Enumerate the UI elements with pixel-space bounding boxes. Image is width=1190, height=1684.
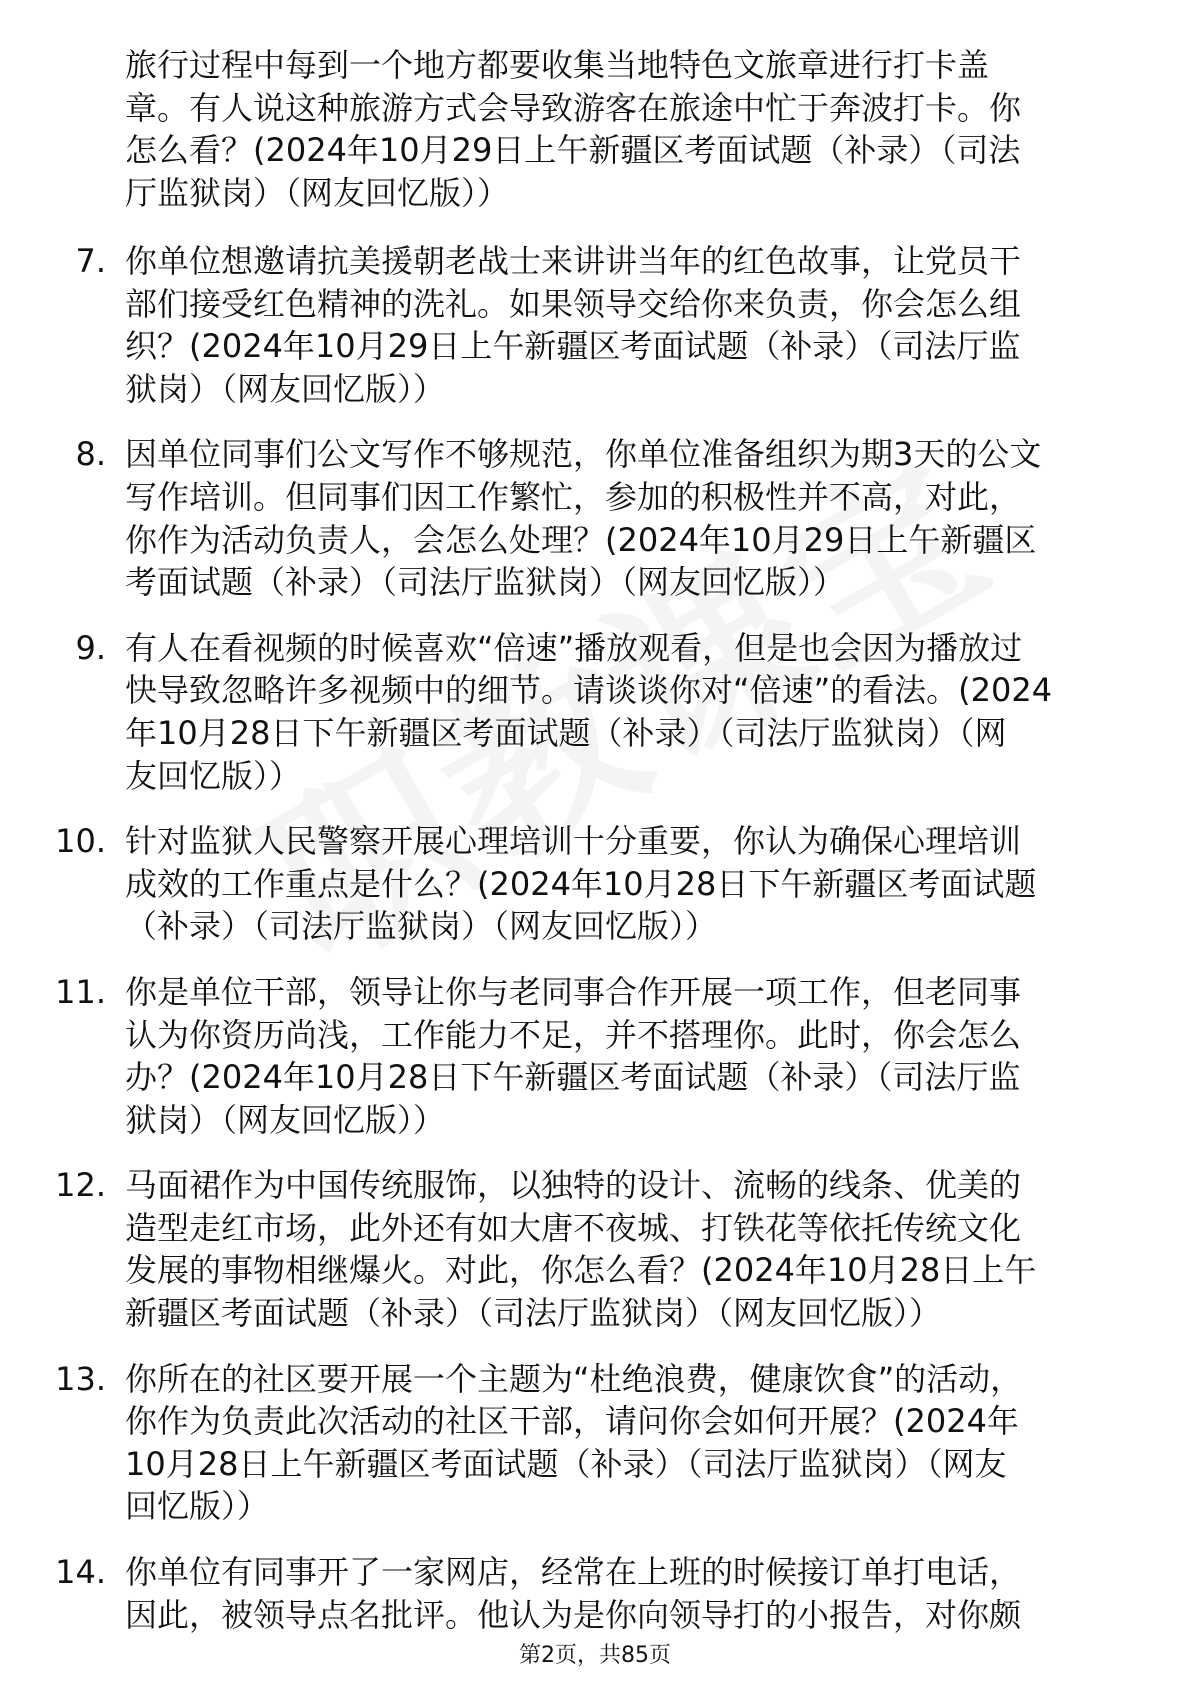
text-line: 10月28日上午新疆区考面试题（补录）（司法厅监狱岗）（网友	[125, 1444, 1007, 1483]
question-item-13	[0, 1358, 1190, 1528]
continued-question-text	[125, 44, 1110, 214]
text-line: 快导致忽略许多视频中的细节。请谈谈你对“倍速”的看法。(2024	[125, 671, 1053, 710]
text-line: 办？(2024年10月28日下午新疆区考面试题（补录）（司法厅监	[125, 1058, 1021, 1097]
text-line: 织？(2024年10月29日上午新疆区考面试题（补录）（司法厅监	[125, 327, 1021, 366]
text-line: 考面试题（补录）（司法厅监狱岗）（网友回忆版））	[125, 563, 846, 602]
text-line: 你是单位干部，领导让你与老同事合作开展一项工作，但老同事	[125, 972, 1022, 1011]
question-item-12	[0, 1164, 1190, 1334]
question-text	[125, 1358, 1110, 1528]
question-item-8	[0, 433, 1190, 603]
text-line: 针对监狱人民警察开展心理培训十分重要，你认为确保心理培训	[125, 822, 1022, 861]
text-line: 发展的事物相继爆火。对此，你怎么看？(2024年10月28日上午	[125, 1251, 1037, 1290]
question-number: 13.	[55, 1359, 106, 1398]
text-line: 你所在的社区要开展一个主题为“杜绝浪费，健康饮食”的活动，	[125, 1359, 1023, 1398]
text-line: 马面裙作为中国传统服饰，以独特的设计、流畅的线条、优美的	[125, 1166, 1022, 1205]
text-line: 认为你资历尚浅，工作能力不足，并不搭理你。此时，你会怎么	[125, 1015, 1022, 1054]
question-text	[125, 433, 1110, 603]
text-line: 回忆版））	[125, 1487, 270, 1526]
text-line: 你单位想邀请抗美援朝老战士来讲讲当年的红色故事，让党员干	[125, 242, 1022, 280]
text-line: 新疆区考面试题（补录）（司法厅监狱岗）（网友回忆版））	[125, 1294, 942, 1333]
question-text	[125, 971, 1110, 1141]
text-line: 你单位有同事开了一家网店，经常在上班的时候接订单打电话，	[125, 1553, 1022, 1592]
question-number: 11.	[55, 972, 106, 1011]
question-text	[125, 627, 1110, 797]
question-list	[0, 240, 1190, 1659]
text-line: 狱岗）（网友回忆版））	[125, 1100, 446, 1139]
question-text	[125, 1551, 1110, 1636]
text-line: 章。有人说这种旅游方式会导致游客在旅途中忙于奔波打卡。你	[125, 88, 1022, 127]
text-line: 狱岗）（网友回忆版））	[125, 369, 446, 408]
text-line: 你作为负责此次活动的社区干部，请问你会如何开展？(2024年	[125, 1402, 1019, 1441]
text-line: 年10月28日下午新疆区考面试题（补录）（司法厅监狱岗）（网	[125, 713, 1007, 752]
question-text	[125, 240, 1110, 410]
question-item-9	[0, 627, 1190, 797]
text-line: 你作为活动负责人，会怎么处理？(2024年10月29日上午新疆区	[125, 520, 1037, 559]
text-line: 成效的工作重点是什么？(2024年10月28日下午新疆区考面试题	[125, 864, 1037, 903]
question-text	[125, 1164, 1110, 1334]
question-item-7	[0, 240, 1190, 410]
question-number: 10.	[55, 822, 106, 861]
text-line: 因此，被领导点名批评。他认为是你向领导打的小报告，对你颇	[125, 1595, 1022, 1634]
question-item-10	[0, 820, 1190, 948]
page-number-label: 第2页，共85页	[519, 1643, 671, 1668]
text-line: 写作培训。但同事们因工作繁忙，参加的积极性并不高，对此，	[125, 477, 1022, 516]
question-item-14	[0, 1551, 1190, 1636]
text-line: 友回忆版））	[125, 756, 302, 795]
text-line: （补录）（司法厅监狱岗）（网友回忆版））	[125, 907, 718, 946]
text-line: 厅监狱岗）（网友回忆版））	[125, 173, 510, 212]
question-number: 12.	[55, 1166, 106, 1205]
text-line: 部们接受红色精神的洗礼。如果领导交给你来负责，你会怎么组	[125, 284, 1022, 323]
question-number: 14.	[55, 1553, 106, 1592]
question-text	[125, 820, 1110, 948]
text-line: 因单位同事们公文写作不够规范，你单位准备组织为期3天的公文	[125, 435, 1042, 474]
page-footer	[0, 1638, 1190, 1669]
text-line: 怎么看？(2024年10月29日上午新疆区考面试题（补录）（司法	[125, 131, 1021, 170]
text-line: 旅行过程中每到一个地方都要收集当地特色文旅章进行打卡盖	[125, 46, 990, 84]
question-number: 7.	[75, 242, 106, 280]
text-line: 造型走红市场，此外还有如大唐不夜城、打铁花等依托传统文化	[125, 1208, 1022, 1247]
text-line: 有人在看视频的时候喜欢“倍速”播放观看，但是也会因为播放过	[125, 628, 1023, 667]
question-number: 8.	[75, 435, 106, 474]
question-item-11	[0, 971, 1190, 1141]
question-number: 9.	[75, 628, 106, 667]
